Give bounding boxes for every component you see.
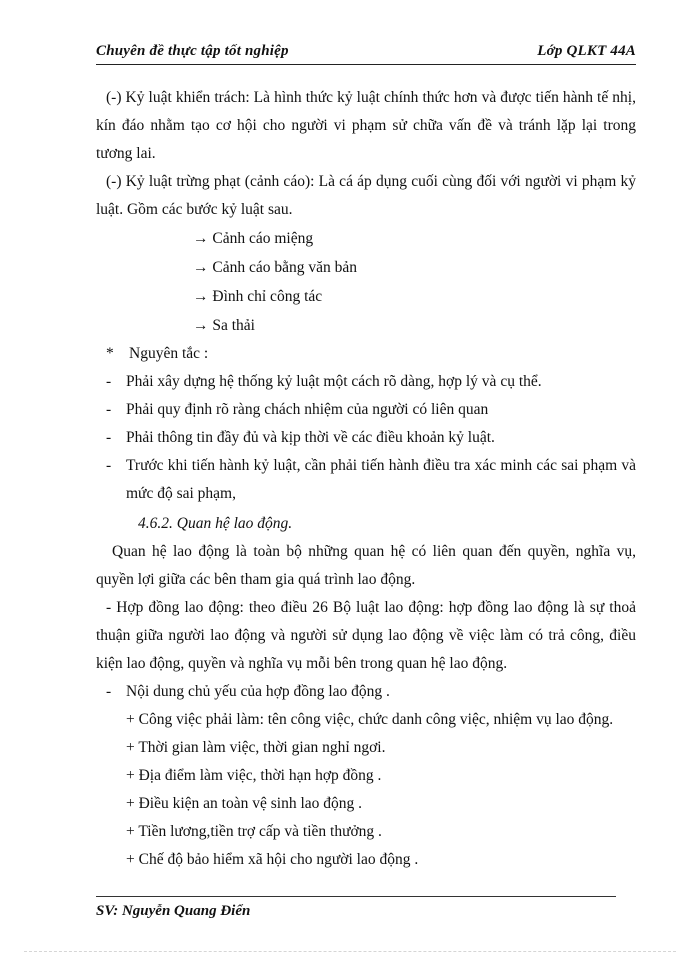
principle-text: Phải xây dựng hệ thống kỷ luật một cách rõ dàng, hợp lý và cụ thể. (126, 373, 542, 390)
bullet-dash: - (106, 401, 112, 418)
paragraph-labor-contract: - Hợp đồng lao động: theo điều 26 Bộ luật lao động: hợp đồng lao động là sự thoả thuận giữa người lao động và người sử dụng lao động về việc làm có trả công, điều kiện lao động, quyền và nghĩa vụ mỗi bên trong quan hệ lao động. (96, 599, 636, 672)
bullet-star: * (106, 345, 114, 362)
principle-text: Phải quy định rõ ràng chách nhiệm của người có liên quan (126, 401, 489, 418)
paragraph-reprimand: (-) Kỷ luật khiển trách: Là hình thức kỷ luật chính thức hơn và được tiến hành tế nhị, kín đáo nhằm tạo cơ hội cho người vi phạm sử chữa vấn đề và tránh lặp lại trong tương lai. (96, 89, 636, 162)
contract-item: + Thời gian làm việc, thời gian nghỉ ngơi. (126, 739, 386, 756)
header-class: Lớp QLKT 44A (537, 43, 636, 59)
bullet-dash: - (106, 429, 112, 446)
bullet-dash: - (106, 457, 112, 474)
section-title: 4.6.2. Quan hệ lao động. (138, 515, 293, 532)
contract-item: + Công việc phải làm: tên công việc, chức danh công việc, nhiệm vụ lao động. (126, 711, 614, 728)
principle-item (96, 396, 636, 424)
paragraph-labor-relations: Quan hệ lao động là toàn bộ những quan hệ có liên quan đến quyền, nghĩa vụ, quyền lợi giữa các bên tham gia quá trình lao động. (96, 543, 636, 588)
step-item: → Đình chỉ công tác (193, 288, 323, 305)
page-header (96, 42, 636, 65)
principle-item (96, 424, 636, 452)
principle-text: Phải thông tin đầy đủ và kịp thời về các điều khoản kỷ luật. (126, 429, 495, 446)
contract-intro-text: Nội dung chủ yếu của hợp đồng lao động . (126, 683, 390, 700)
step-item: → Sa thải (193, 317, 255, 334)
principle-item (96, 368, 636, 396)
principle-text: Trước khi tiến hành kỷ luật, cần phải tiến hành điều tra xác minh các sai phạm và mức độ sai phạm, (126, 457, 636, 502)
bullet-dash: - (106, 373, 112, 390)
footer-author: SV: Nguyễn Quang Điển (96, 903, 251, 919)
header-title: Chuyên đề thực tập tốt nghiệp (96, 43, 289, 59)
contract-item: + Tiền lương,tiền trợ cấp và tiền thưởng . (126, 823, 382, 840)
step-item: → Cảnh cáo miệng (193, 230, 314, 247)
contract-item: + Địa điểm làm việc, thời hạn hợp đồng . (126, 767, 382, 784)
footer-divider (96, 896, 616, 897)
contract-item: + Chế độ bảo hiểm xã hội cho người lao động . (126, 851, 419, 868)
paragraph-punishment: (-) Kỷ luật trừng phạt (cảnh cáo): Là cá áp dụng cuối cùng đối với người vi phạm kỷ luật. Gồm các bước kỷ luật sau. (96, 173, 636, 218)
principles-heading (96, 340, 636, 368)
page-edge (24, 951, 676, 952)
principles-title: Nguyên tắc : (129, 345, 209, 362)
contract-intro (96, 678, 636, 706)
principle-item (96, 452, 636, 508)
bullet-dash: - (106, 683, 112, 700)
step-item: → Cảnh cáo bằng văn bản (193, 259, 357, 276)
contract-item: + Điều kiện an toàn vệ sinh lao động . (126, 795, 363, 812)
document-body (96, 84, 636, 874)
